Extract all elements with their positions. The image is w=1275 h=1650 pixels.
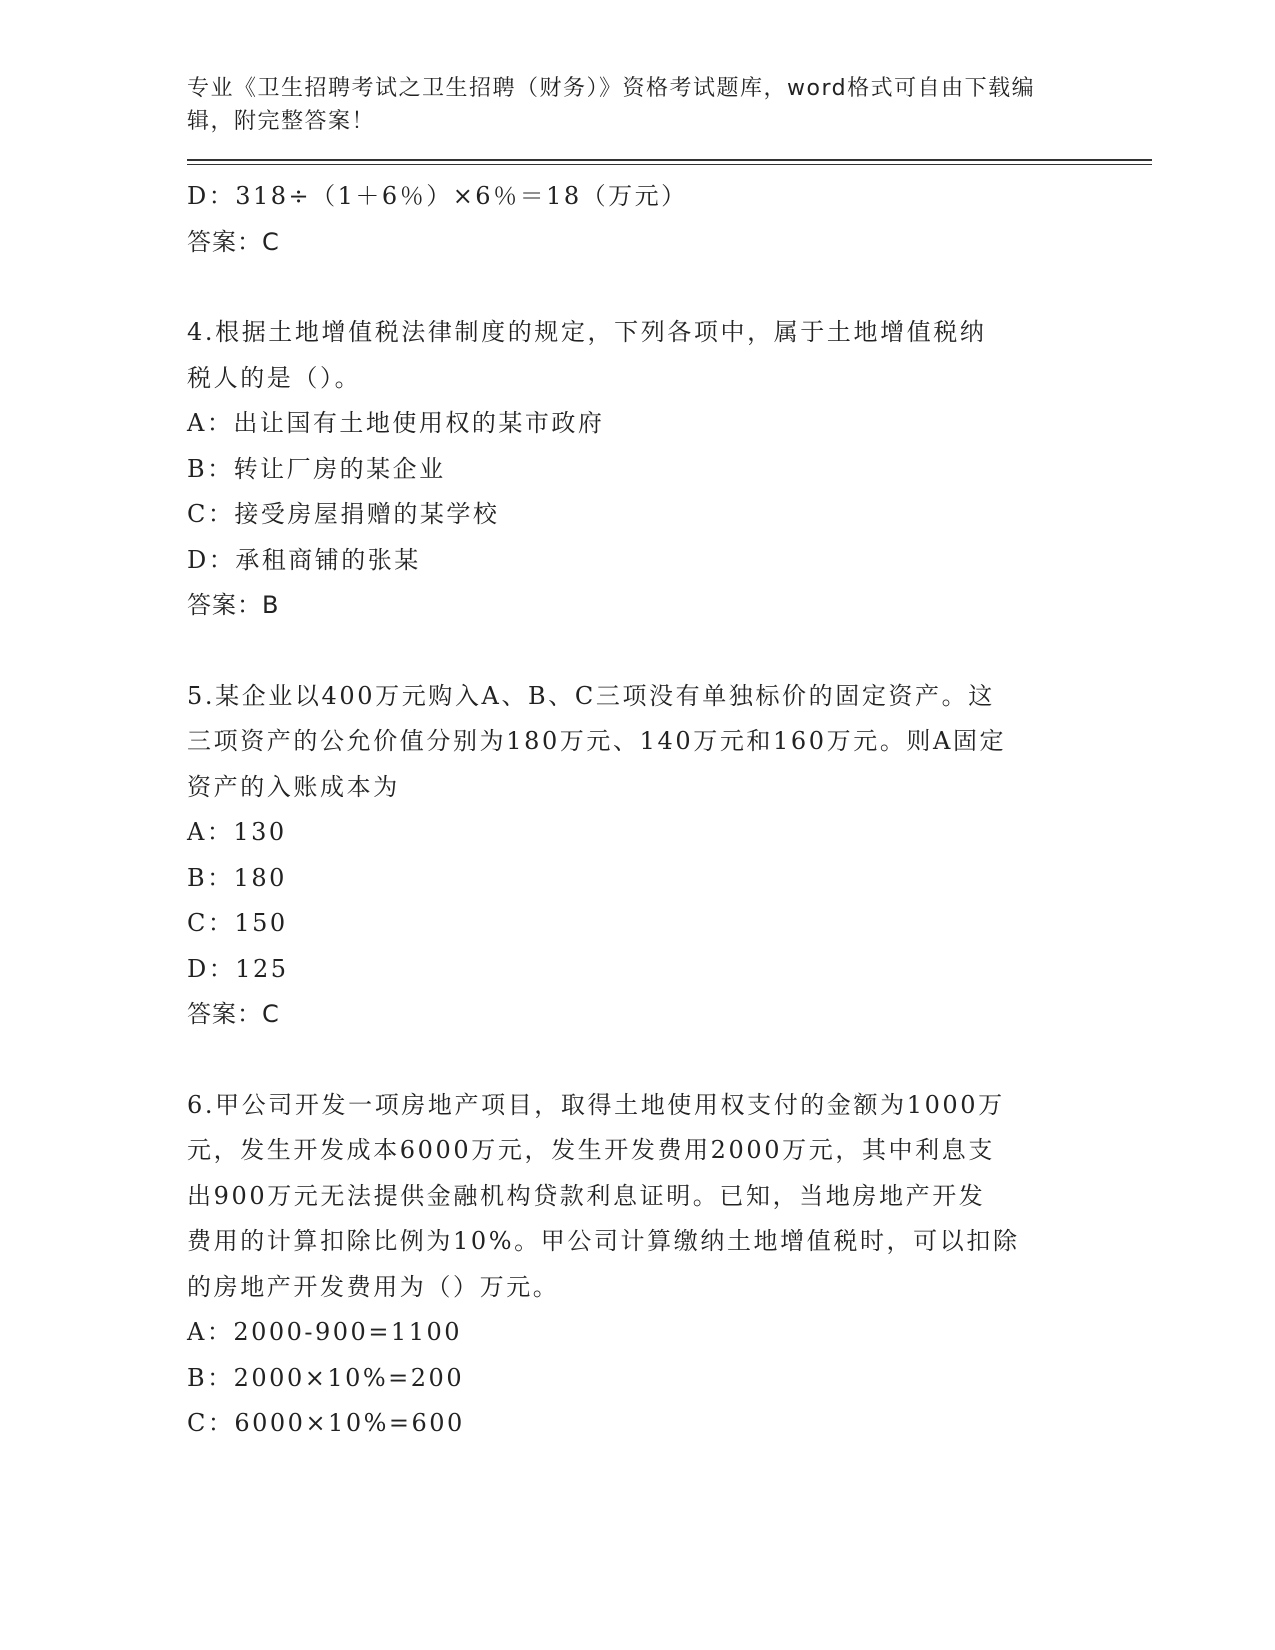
option-d: D：125 [187,954,289,983]
option-a: A：2000-900=1100 [187,1318,463,1346]
option-c: C：接受房屋捐赠的某学校 [187,500,500,528]
question-text-line: 资产的入账成本为 [187,772,400,801]
question-4 [187,310,1152,629]
header-divider [187,159,1152,165]
option-d: D：承租商铺的张某 [187,545,421,574]
answer-line: 答案：B [187,591,280,619]
question-text-line: 5.某企业以400万元购入A、B、C三项没有单独标价的固定资产。这 [187,681,995,710]
answer-line: 答案：C [187,1000,280,1028]
question-text-line: 的房地产开发费用为（）万元。 [187,1272,560,1301]
option-b: B：2000×10%=200 [187,1363,465,1392]
option-b: B：转让厂房的某企业 [187,454,446,483]
option-c: C：6000×10%=600 [187,1409,465,1437]
option-d: D：318÷（1＋6％）×6％＝18（万元） [187,182,688,210]
question-content [187,174,1152,1447]
question-6 [187,1083,1152,1447]
question-text-line: 出900万元无法提供金融机构贷款利息证明。已知，当地房地产开发 [187,1181,986,1210]
answer-line: 答案：C [187,227,280,256]
option-b: B：180 [187,863,287,892]
question-text-line: 元，发生开发成本6000万元，发生开发费用2000万元，其中利息支 [187,1136,995,1164]
option-a: A：出让国有土地使用权的某市政府 [187,409,605,437]
question-5 [187,674,1152,1038]
option-a: A：130 [187,818,287,846]
question-text-line: 4.根据土地增值税法律制度的规定，下列各项中，属于土地增值税纳 [187,318,987,346]
divider-thin [187,164,1152,165]
document-page [187,72,1152,1447]
question-text-line: 三项资产的公允价值分别为180万元、140万元和160万元。则A固定 [187,727,1007,755]
document-header: 专业《卫生招聘考试之卫生招聘（财务）》资格考试题库，word格式可自由下载编辑，附完整答案！ [187,76,1036,134]
divider-thick [187,159,1152,161]
question-text-line: 税人的是（）。 [187,363,362,392]
option-c: C：150 [187,909,288,937]
question-text-line: 6.甲公司开发一项房地产项目，取得土地使用权支付的金额为1000万 [187,1090,1005,1119]
question-text-line: 费用的计算扣除比例为10%。甲公司计算缴纳土地增值税时，可以扣除 [187,1227,1020,1255]
